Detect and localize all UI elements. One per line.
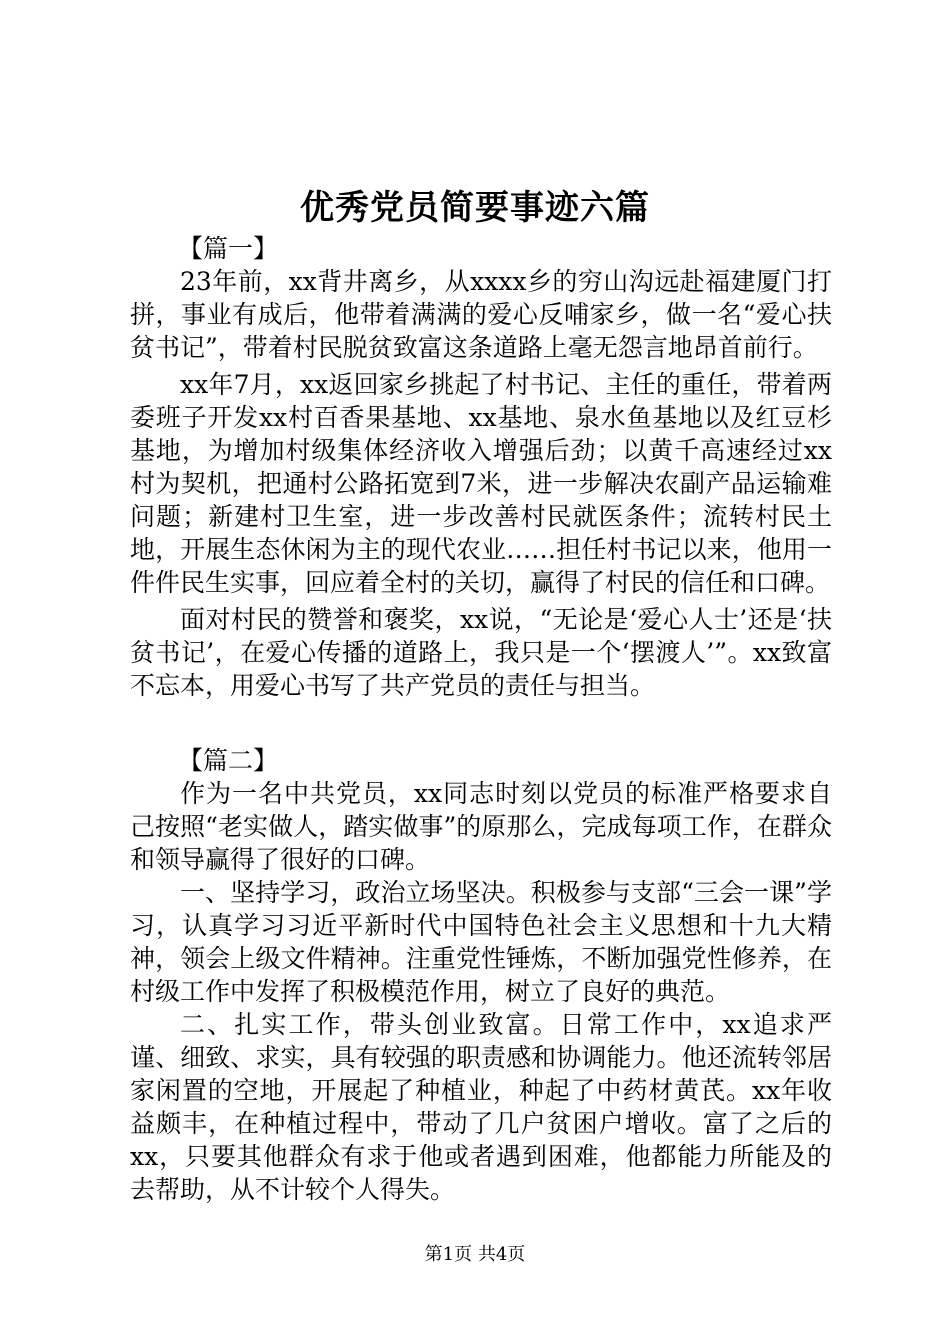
paragraph: xx年7月，xx返回家乡挑起了村书记、主任的重任，带着两委班子开发xx村百香果基地、xx基地、泉水鱼基地以及红豆杉基地，为增加村级集体经济收入增强后劲；以黄千高速经过xx村为契机，把通村公路拓宽到7米，进一步解决农副产品运输难问题；新建村卫生室，进一步改善村民就医条件；流转村民土地，开展生态休闲为主的现代农业……担任村书记以来，他用一件件民生实事，回应着全村的关切，赢得了村民的信任和口碑。 — [130, 370, 832, 597]
section-label: 【篇一】 — [178, 234, 279, 263]
section-gap — [130, 702, 832, 744]
paragraph: 23年前，xx背井离乡，从xxxx乡的穷山沟远赴福建厦门打拼，事业有成后，他带着满满的爱心反哺家乡，做一名“爱心扶贫书记”，带着村民脱贫致富这条道路上毫无怨言地昂首前行。 — [130, 267, 832, 362]
document-title: 优秀党员简要事迹六篇 — [300, 188, 650, 228]
section-1 — [130, 232, 832, 702]
paragraph: 二、扎实工作，带头创业致富。日常工作中，xx追求严谨、细致、求实，具有较强的职责感和协调能力。他还流转邻居家闲置的空地，开展起了种植业，种起了中药材黄芪。xx年收益颇丰，在种植过程中，带动了几户贫困户增收。富了之后的xx，只要其他群众有求于他或者遇到困难，他都能力所能及的去帮助，从不计较个人得失。 — [130, 1010, 832, 1204]
paragraph: 作为一名中共党员，xx同志时刻以党员的标准严格要求自己按照“老实做人，踏实做事”的原那么，完成每项工作，在群众和领导赢得了很好的口碑。 — [130, 779, 832, 874]
paragraph: 面对村民的赞誉和褒奖，xx说，“无论是‘爱心人士’还是‘扶贫书记’，在爱心传播的道路上，我只是一个‘摆渡人’”。xx致富不忘本，用爱心书写了共产党员的责任与担当。 — [130, 605, 832, 700]
paragraph: 一、坚持学习，政治立场坚决。积极参与支部“三会一课”学习，认真学习习近平新时代中国特色社会主义思想和十九大精神，领会上级文件精神。注重党性锤炼，不断加强党性修养，在村级工作中发挥了积极模范作用，树立了良好的典范。 — [130, 878, 832, 1006]
document-body — [130, 232, 832, 1206]
section-label: 【篇二】 — [178, 746, 279, 775]
page-footer: 第1页 共4页 — [424, 1244, 526, 1265]
section-2 — [130, 744, 832, 1206]
